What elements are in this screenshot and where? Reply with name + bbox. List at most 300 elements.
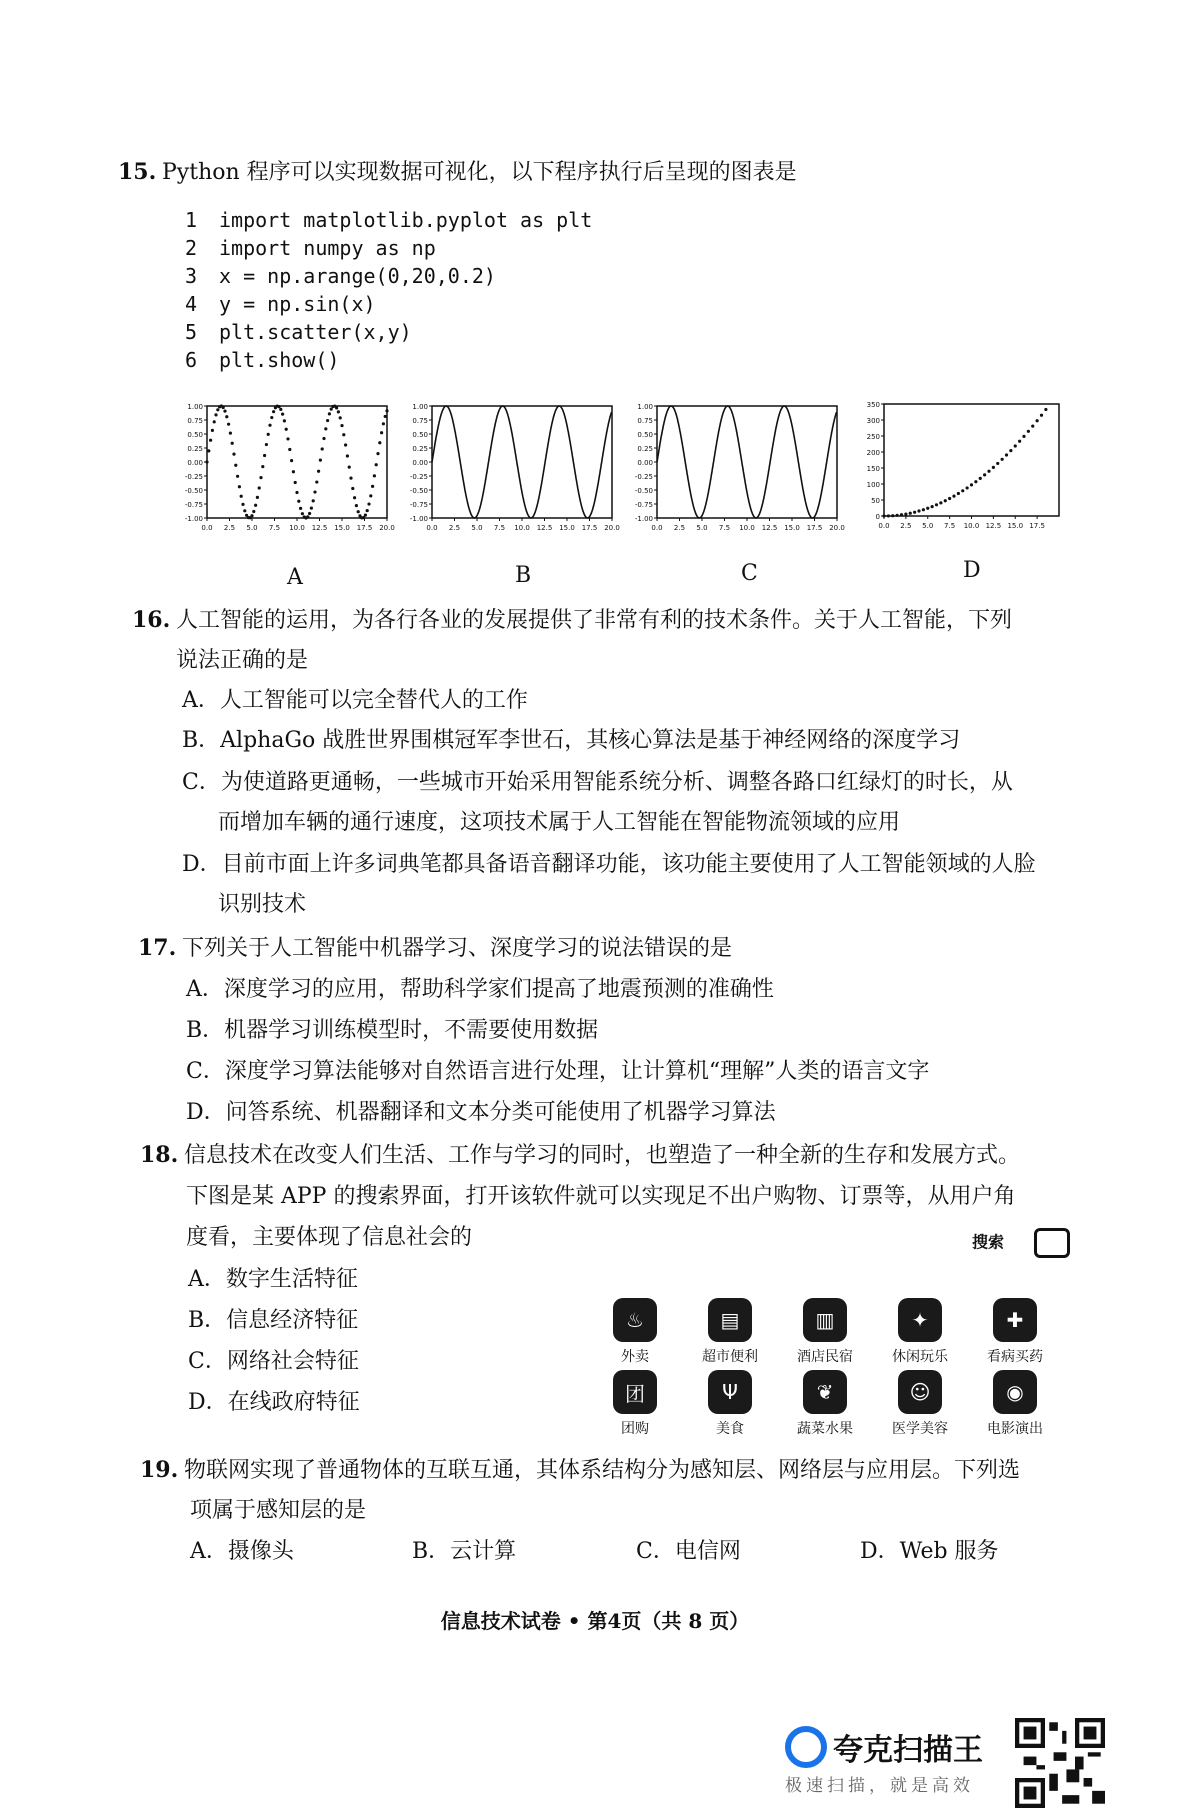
x-tick-label: 12.5 bbox=[761, 524, 778, 532]
scatter-point bbox=[342, 433, 345, 436]
x-tick-label: 15.0 bbox=[334, 524, 350, 532]
scatter-point bbox=[1014, 444, 1017, 447]
q16-option-d-cont: 识别技术 bbox=[218, 892, 307, 917]
code-line bbox=[185, 262, 592, 290]
question-16-stem-cont: 说法正确的是 bbox=[176, 648, 309, 673]
line-number: 1 bbox=[185, 208, 198, 232]
scatter-point bbox=[238, 485, 241, 488]
x-tick-label: 5.0 bbox=[922, 522, 934, 530]
scatter-point bbox=[384, 415, 387, 418]
scatter-point bbox=[952, 494, 955, 497]
q18-option-a: A．数字生活特征 bbox=[188, 1267, 358, 1292]
app-item-label: 电影演出 bbox=[987, 1421, 1043, 1437]
x-tick-label: 7.5 bbox=[268, 524, 281, 532]
series-line bbox=[432, 406, 612, 518]
scatter-point bbox=[321, 447, 324, 450]
x-tick-label: 5.0 bbox=[246, 524, 258, 532]
scatter-point bbox=[288, 448, 291, 451]
scatter-point bbox=[935, 503, 938, 506]
code-line bbox=[185, 206, 592, 234]
scatter-point bbox=[917, 509, 920, 512]
scatter-point bbox=[926, 507, 929, 510]
plot-frame bbox=[207, 406, 387, 518]
chart-b bbox=[400, 400, 620, 540]
scatter-point bbox=[241, 503, 244, 506]
scatter-point bbox=[357, 510, 360, 513]
y-tick-label: 0.75 bbox=[187, 417, 203, 425]
scatter-point bbox=[250, 514, 253, 517]
question-text: 信息技术在改变人们生活、工作与学习的同时，也塑造了一种全新的生存和发展方式。 bbox=[184, 1143, 1021, 1168]
x-tick-label: 20.0 bbox=[379, 524, 395, 532]
scatter-point bbox=[313, 490, 316, 493]
q17-option-b: B．机器学习训练模型时，不需要使用数据 bbox=[186, 1018, 599, 1043]
q18-option-c: C．网络社会特征 bbox=[188, 1349, 359, 1374]
y-tick-label: -0.50 bbox=[634, 487, 653, 495]
scanner-watermark bbox=[785, 1725, 983, 1796]
y-tick-label: 0.00 bbox=[412, 459, 428, 467]
y-tick-label: -0.25 bbox=[409, 473, 428, 481]
x-tick-label: 12.5 bbox=[536, 524, 553, 532]
x-tick-label: 12.5 bbox=[311, 524, 328, 532]
y-tick-label: -0.25 bbox=[184, 473, 203, 481]
scatter-point bbox=[1022, 435, 1025, 438]
scatter-point bbox=[944, 499, 947, 502]
y-tick-label: 300 bbox=[866, 417, 880, 425]
option-c-label: C bbox=[741, 561, 758, 586]
scatter-point bbox=[353, 496, 356, 499]
app-item-beauty bbox=[875, 1370, 965, 1438]
question-number: 16. bbox=[132, 607, 171, 633]
scatter-point bbox=[974, 480, 977, 483]
scatter-point bbox=[992, 466, 995, 469]
scatter-point bbox=[308, 512, 311, 515]
scatter-point bbox=[882, 514, 885, 517]
scatter-point bbox=[207, 449, 210, 452]
x-tick-label: 0.0 bbox=[651, 524, 663, 532]
y-tick-label: -0.75 bbox=[184, 501, 203, 509]
line-number: 5 bbox=[185, 320, 198, 344]
q16-option-c: C．为使道路更通畅，一些城市开始采用智能系统分析、调整各路口红绿灯的时长，从 bbox=[182, 770, 1013, 795]
x-tick-label: 0.0 bbox=[426, 524, 438, 532]
scatter-point bbox=[939, 501, 942, 504]
option-b-label: B bbox=[515, 563, 532, 588]
y-tick-label: 100 bbox=[866, 481, 880, 489]
scatter-point bbox=[1044, 408, 1047, 411]
scatter-point bbox=[232, 452, 235, 455]
y-tick-label: 0 bbox=[875, 513, 880, 521]
q16-option-c-cont: 而增加车辆的通行速度，这项技术属于人工智能在智能物流领域的应用 bbox=[218, 810, 901, 835]
code-text: x = np.arange(0,20,0.2) bbox=[219, 264, 496, 288]
y-tick-label: 0.25 bbox=[412, 445, 428, 453]
code-text: plt.scatter(x,y) bbox=[219, 320, 412, 344]
y-tick-label: 250 bbox=[866, 433, 880, 441]
y-tick-label: 0.25 bbox=[637, 445, 653, 453]
scatter-point bbox=[270, 416, 273, 419]
q19-option-a: A．摄像头 bbox=[190, 1539, 294, 1564]
scatter-point bbox=[344, 443, 347, 446]
chart-a bbox=[175, 400, 395, 540]
scatter-point bbox=[223, 409, 226, 412]
code-block bbox=[185, 206, 592, 374]
scatter-point bbox=[231, 442, 234, 445]
option-d-label: D bbox=[963, 558, 981, 583]
x-tick-label: 10.0 bbox=[514, 524, 530, 532]
scatter-point bbox=[297, 500, 300, 503]
app-item-label: 超市便利 bbox=[702, 1349, 758, 1365]
y-tick-label: 0.50 bbox=[187, 431, 203, 439]
scatter-point bbox=[366, 509, 369, 512]
y-tick-label: 1.00 bbox=[637, 403, 653, 411]
search-bar bbox=[972, 1228, 1070, 1258]
scatter-point bbox=[1040, 414, 1043, 417]
food-icon: Ψ bbox=[708, 1370, 752, 1414]
scatter-point bbox=[234, 464, 237, 467]
scatter-point bbox=[209, 439, 212, 442]
x-tick-label: 2.5 bbox=[223, 524, 236, 532]
x-tick-label: 20.0 bbox=[829, 524, 845, 532]
scatter-point bbox=[243, 509, 246, 512]
line-number: 6 bbox=[185, 348, 198, 372]
scatter-point bbox=[1031, 424, 1034, 427]
medicine-icon: ✚ bbox=[993, 1298, 1037, 1342]
scatter-point bbox=[315, 480, 318, 483]
scatter-point bbox=[373, 474, 376, 477]
leisure-icon: ✦ bbox=[898, 1298, 942, 1342]
movie-icon: ◉ bbox=[993, 1370, 1037, 1414]
question-number: 17. bbox=[138, 935, 177, 961]
q19-option-d: D．Web 服务 bbox=[860, 1539, 999, 1564]
scatter-point bbox=[268, 424, 271, 427]
y-tick-label: -0.75 bbox=[409, 501, 428, 509]
question-text: Python 程序可以实现数据可视化，以下程序执行后呈现的图表是 bbox=[162, 160, 797, 185]
code-text: plt.show() bbox=[219, 348, 340, 372]
q17-option-c: C．深度学习算法能够对自然语言进行处理，让计算机“理解”人类的语言文字 bbox=[186, 1059, 930, 1084]
q16-option-d: D．目前市面上许多词典笔都具备语音翻译功能，该功能主要使用了人工智能领域的人脸 bbox=[182, 852, 1036, 877]
scatter-point bbox=[267, 433, 270, 436]
y-tick-label: -0.50 bbox=[409, 487, 428, 495]
app-item-label: 美食 bbox=[716, 1421, 744, 1437]
question-19-stem-cont: 项属于感知层的是 bbox=[190, 1498, 367, 1523]
x-tick-label: 5.0 bbox=[696, 524, 708, 532]
scatter-point bbox=[205, 460, 208, 463]
plot-frame bbox=[884, 404, 1059, 516]
scatter-point bbox=[948, 497, 951, 500]
x-tick-label: 12.5 bbox=[985, 522, 1002, 530]
scatter-point bbox=[355, 504, 358, 507]
app-item-hotel bbox=[780, 1298, 870, 1366]
hotel-icon: ▥ bbox=[803, 1298, 847, 1342]
y-tick-label: 50 bbox=[871, 497, 880, 505]
y-tick-label: -1.00 bbox=[409, 515, 428, 523]
scatter-point bbox=[256, 496, 259, 499]
scatter-point bbox=[340, 424, 343, 427]
y-tick-label: 0.50 bbox=[637, 431, 653, 439]
y-tick-label: 0.25 bbox=[187, 445, 203, 453]
app-item-label: 蔬菜水果 bbox=[797, 1421, 853, 1437]
scatter-point bbox=[254, 504, 257, 507]
scatter-point bbox=[900, 513, 903, 516]
scatter-point bbox=[259, 476, 262, 479]
q17-option-d: D．问答系统、机器翻译和文本分类可能使用了机器学习算法 bbox=[186, 1100, 776, 1125]
scatter-point bbox=[285, 428, 288, 431]
app-item-label: 休闲玩乐 bbox=[892, 1349, 948, 1365]
scatter-point bbox=[957, 492, 960, 495]
page-footer: 信息技术试卷 • 第4页（共 8 页） bbox=[440, 1609, 750, 1633]
question-18-stem-cont: 下图是某 APP 的搜索界面，打开该软件就可以实现足不出户购物、订票等，从用户角 bbox=[186, 1184, 1016, 1209]
scatter-point bbox=[211, 429, 214, 432]
scatter-point bbox=[371, 485, 374, 488]
scatter-point bbox=[299, 507, 302, 510]
scatter-point bbox=[328, 412, 331, 415]
scatter-point bbox=[1027, 430, 1030, 433]
x-tick-label: 2.5 bbox=[900, 522, 912, 530]
scatter-point bbox=[279, 408, 282, 411]
q19-option-c: C．电信网 bbox=[636, 1539, 741, 1564]
scatter-point bbox=[272, 410, 275, 413]
question-text: 人工智能的运用，为各行各业的发展提供了非常有利的技术条件。关于人工智能，下列 bbox=[176, 608, 1013, 633]
scatter-point bbox=[286, 437, 289, 440]
scatter-point bbox=[996, 462, 999, 465]
scatter-point bbox=[227, 423, 230, 426]
scatter-point bbox=[281, 413, 284, 416]
scatter-point bbox=[887, 514, 890, 517]
scatter-point bbox=[922, 508, 925, 511]
scatter-point bbox=[283, 419, 286, 422]
question-number: 19. bbox=[140, 1457, 179, 1483]
scatter-point bbox=[337, 410, 340, 413]
option-a-label: A bbox=[287, 565, 303, 590]
scatter-point bbox=[339, 416, 342, 419]
code-text: import numpy as np bbox=[219, 236, 436, 260]
scatter-point bbox=[222, 406, 225, 409]
scatter-point bbox=[904, 512, 907, 515]
code-line bbox=[185, 318, 592, 346]
scatter-point bbox=[236, 475, 239, 478]
scatter-point bbox=[970, 483, 973, 486]
question-17-stem bbox=[138, 928, 732, 969]
scatter-point bbox=[277, 405, 280, 408]
question-text: 下列关于人工智能中机器学习、深度学习的说法错误的是 bbox=[182, 936, 733, 961]
scatter-point bbox=[367, 502, 370, 505]
y-tick-label: 0.00 bbox=[187, 459, 203, 467]
scatter-point bbox=[225, 415, 228, 418]
app-item-movie bbox=[970, 1370, 1060, 1438]
scatter-point bbox=[380, 431, 383, 434]
scatter-point bbox=[216, 408, 219, 411]
app-item-label: 酒店民宿 bbox=[797, 1349, 853, 1365]
app-item-medicine bbox=[970, 1298, 1060, 1366]
y-tick-label: 200 bbox=[866, 449, 880, 457]
scatter-point bbox=[1009, 449, 1012, 452]
q16-option-b: B．AlphaGo 战胜世界围棋冠军李世石，其核心算法是基于神经网络的深度学习 bbox=[182, 728, 961, 753]
plot-frame bbox=[432, 406, 612, 518]
app-item-label: 看病买药 bbox=[987, 1349, 1043, 1365]
scatter-point bbox=[1001, 458, 1004, 461]
x-tick-label: 20.0 bbox=[604, 524, 620, 532]
scatter-point bbox=[324, 427, 327, 430]
chart-d bbox=[852, 398, 1067, 538]
supermarket-icon: ▤ bbox=[708, 1298, 752, 1342]
x-tick-label: 7.5 bbox=[944, 522, 956, 530]
line-number: 4 bbox=[185, 292, 198, 316]
q19-option-b: B．云计算 bbox=[412, 1539, 517, 1564]
line-number: 3 bbox=[185, 264, 198, 288]
scatter-point bbox=[240, 495, 243, 498]
scatter-point bbox=[252, 510, 255, 513]
scatter-point bbox=[317, 470, 320, 473]
scatter-point bbox=[961, 489, 964, 492]
question-text: 物联网实现了普通物体的互联互通，其体系结构分为感知层、网络层与应用层。下列选 bbox=[184, 1458, 1021, 1483]
y-tick-label: -0.25 bbox=[634, 473, 653, 481]
plot-frame bbox=[657, 406, 837, 518]
scatter-point bbox=[319, 459, 322, 462]
scatter-point bbox=[375, 463, 378, 466]
scatter-point bbox=[229, 432, 232, 435]
app-item-supermarket bbox=[685, 1298, 775, 1366]
scatter-point bbox=[263, 454, 266, 457]
app-item-leisure bbox=[875, 1298, 965, 1366]
question-16-stem bbox=[132, 600, 1012, 641]
scatter-point bbox=[326, 419, 329, 422]
app-item-label: 外卖 bbox=[621, 1349, 649, 1365]
q16-option-a: A．人工智能可以完全替代人的工作 bbox=[182, 688, 528, 713]
scatter-point bbox=[378, 441, 381, 444]
x-tick-label: 15.0 bbox=[559, 524, 575, 532]
code-line bbox=[185, 234, 592, 262]
x-tick-label: 5.0 bbox=[471, 524, 483, 532]
scatter-point bbox=[351, 487, 354, 490]
vegetables-icon: ❦ bbox=[803, 1370, 847, 1414]
y-tick-label: -0.75 bbox=[634, 501, 653, 509]
scatter-point bbox=[312, 499, 315, 502]
x-tick-label: 15.0 bbox=[784, 524, 800, 532]
question-19-stem bbox=[140, 1450, 1020, 1491]
x-tick-label: 17.5 bbox=[1029, 522, 1045, 530]
scatter-point bbox=[896, 514, 899, 517]
question-15-stem bbox=[118, 152, 797, 193]
scatter-point bbox=[306, 515, 309, 518]
app-item-takeout bbox=[590, 1298, 680, 1366]
x-tick-label: 0.0 bbox=[201, 524, 213, 532]
search-label: 搜索 bbox=[971, 1232, 1004, 1252]
y-tick-label: 0.50 bbox=[412, 431, 428, 439]
code-text: import matplotlib.pyplot as plt bbox=[219, 208, 593, 232]
q17-option-a: A．深度学习的应用，帮助科学家们提高了地震预测的准确性 bbox=[186, 977, 774, 1002]
scatter-point bbox=[214, 413, 217, 416]
x-tick-label: 10.0 bbox=[963, 522, 980, 530]
question-number: 18. bbox=[140, 1142, 179, 1168]
x-tick-label: 17.5 bbox=[581, 524, 598, 532]
scatter-point bbox=[292, 470, 295, 473]
x-tick-label: 2.5 bbox=[673, 524, 686, 532]
scatter-point bbox=[258, 486, 261, 489]
scatter-point bbox=[909, 512, 912, 515]
question-18-stem-cont2: 度看，主要体现了信息社会的 bbox=[186, 1225, 473, 1250]
scatter-point bbox=[290, 459, 293, 462]
scatter-point bbox=[966, 486, 969, 489]
scatter-point bbox=[265, 443, 268, 446]
q18-option-b: B．信息经济特征 bbox=[188, 1308, 359, 1333]
x-tick-label: 7.5 bbox=[718, 524, 731, 532]
beauty-icon: ☺ bbox=[898, 1370, 942, 1414]
app-item-group-buy bbox=[590, 1370, 680, 1438]
code-line bbox=[185, 290, 592, 318]
scatter-point bbox=[983, 473, 986, 476]
scan-icon bbox=[1034, 1228, 1070, 1258]
x-tick-label: 10.0 bbox=[739, 524, 755, 532]
scatter-point bbox=[322, 437, 325, 440]
scatter-point bbox=[1036, 419, 1039, 422]
scatter-point bbox=[385, 409, 388, 412]
scanner-logo-icon bbox=[785, 1726, 827, 1768]
scatter-point bbox=[295, 491, 298, 494]
scatter-point bbox=[382, 422, 385, 425]
x-tick-label: 2.5 bbox=[448, 524, 461, 532]
scatter-point bbox=[931, 505, 934, 508]
y-tick-label: 1.00 bbox=[187, 403, 203, 411]
question-number: 15. bbox=[118, 159, 157, 185]
group-buy-icon: 团 bbox=[613, 1370, 657, 1414]
app-search-screenshot bbox=[590, 1228, 1070, 1438]
q18-option-d: D．在线政府特征 bbox=[188, 1390, 360, 1415]
x-tick-label: 7.5 bbox=[493, 524, 506, 532]
y-tick-label: 350 bbox=[866, 401, 880, 409]
watermark-title: 夸克扫描王 bbox=[833, 1733, 983, 1768]
scatter-point bbox=[376, 452, 379, 455]
scatter-point bbox=[301, 512, 304, 515]
scatter-point bbox=[335, 406, 338, 409]
scatter-point bbox=[349, 477, 352, 480]
scatter-point bbox=[294, 481, 297, 484]
scatter-point bbox=[913, 511, 916, 514]
y-tick-label: -0.50 bbox=[184, 487, 203, 495]
y-tick-label: 150 bbox=[866, 465, 880, 473]
scatter-point bbox=[348, 466, 351, 469]
y-tick-label: -1.00 bbox=[634, 515, 653, 523]
x-tick-label: 17.5 bbox=[806, 524, 823, 532]
y-tick-label: 0.00 bbox=[637, 459, 653, 467]
scatter-point bbox=[364, 514, 367, 517]
takeout-icon: ♨ bbox=[613, 1298, 657, 1342]
y-tick-label: -1.00 bbox=[184, 515, 203, 523]
x-tick-label: 0.0 bbox=[878, 522, 890, 530]
chart-c bbox=[625, 400, 845, 540]
app-item-food bbox=[685, 1370, 775, 1438]
scatter-point bbox=[891, 514, 894, 517]
scatter-point bbox=[987, 470, 990, 473]
y-tick-label: 0.75 bbox=[412, 417, 428, 425]
line-number: 2 bbox=[185, 236, 198, 260]
scatter-point bbox=[261, 465, 264, 468]
y-tick-label: 1.00 bbox=[412, 403, 428, 411]
scatter-point bbox=[330, 408, 333, 411]
x-tick-label: 10.0 bbox=[289, 524, 305, 532]
series-line bbox=[657, 406, 837, 518]
code-text: y = np.sin(x) bbox=[219, 292, 376, 316]
scatter-point bbox=[346, 454, 349, 457]
app-item-vegetables bbox=[780, 1370, 870, 1438]
scatter-point bbox=[369, 494, 372, 497]
code-line bbox=[185, 346, 592, 374]
question-18-stem bbox=[140, 1135, 1020, 1176]
watermark-subtitle: 极速扫描，就是高效 bbox=[785, 1776, 974, 1796]
qr-code-icon bbox=[1015, 1718, 1105, 1808]
x-tick-label: 17.5 bbox=[356, 524, 373, 532]
app-item-label: 团购 bbox=[621, 1421, 649, 1437]
scatter-point bbox=[310, 506, 313, 509]
y-tick-label: 0.75 bbox=[637, 417, 653, 425]
scatter-point bbox=[1018, 440, 1021, 443]
